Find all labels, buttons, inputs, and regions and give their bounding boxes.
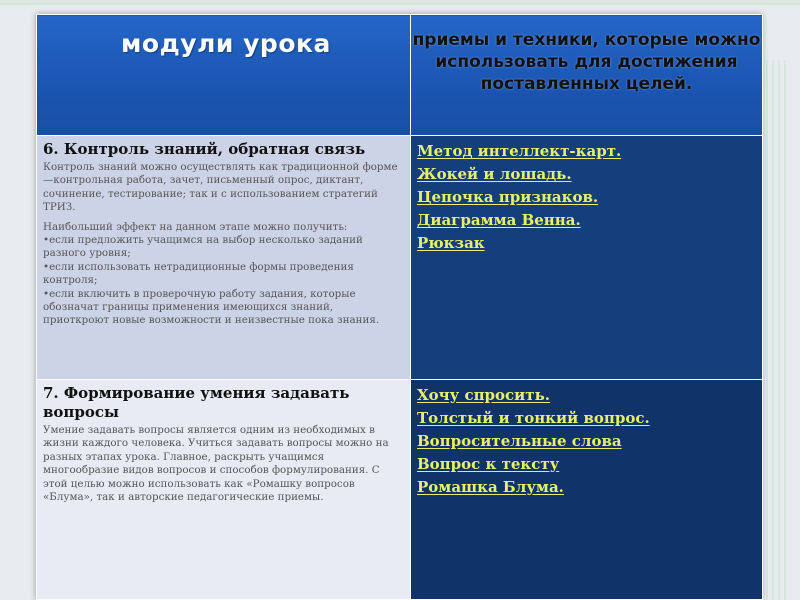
header-modules-title: модули урока xyxy=(121,29,331,58)
technique-link[interactable]: Метод интеллект-карт. xyxy=(417,142,622,160)
top-decor-line xyxy=(0,0,800,3)
module-paragraph: Умение задавать вопросы является одним из необходимых в жизни каждого человека. Учиться задавать вопросы можно на разных этапах урока. Главное, раскрыть учащимся многообразие видов вопросов и способов формулирования. С этой целью можно использовать как «Ромашку вопросов «Блума», так и авторские педагогические приемы. xyxy=(43,424,389,504)
technique-link[interactable]: Цепочка признаков. xyxy=(417,188,599,206)
module-title-7: 7. Формирование умения задавать вопросы xyxy=(43,384,350,421)
techniques-cell-7 xyxy=(411,380,763,600)
table-row xyxy=(37,380,763,600)
slide xyxy=(36,14,762,600)
module-paragraph: Наибольший эффект на данном этапе можно получить: xyxy=(43,220,348,233)
module-cell-7 xyxy=(37,380,411,600)
table-row xyxy=(37,136,763,380)
technique-link[interactable]: Ромашка Блума. xyxy=(417,478,564,496)
technique-link[interactable]: Вопрос к тексту xyxy=(417,455,560,473)
module-paragraph: •если включить в проверочную работу задания, которые обозначат границы применения имеющихся знаний, приоткроют новые возможности и неизвестные пока знания. xyxy=(43,287,380,327)
table-header-row xyxy=(37,15,763,136)
technique-link[interactable]: Жокей и лошадь. xyxy=(417,165,572,183)
header-cell-techniques xyxy=(411,15,763,136)
module-cell-6 xyxy=(37,136,411,380)
lesson-table xyxy=(36,14,763,600)
header-techniques-title: приемы и техники, которые можно использовать для достижения поставленных целей. xyxy=(412,30,761,94)
technique-link[interactable]: Толстый и тонкий вопрос. xyxy=(417,409,650,427)
module-paragraph: Контроль знаний можно осуществлять как традиционной форме—контрольная работа, зачет, письменный опрос, диктант, сочинение, тестирование; так и с использованием стратегий ТРИЗ. xyxy=(43,161,398,214)
technique-link[interactable]: Вопросительные слова xyxy=(417,432,622,450)
module-paragraph: •если использовать нетрадиционные формы проведения контроля; xyxy=(43,260,354,287)
technique-link[interactable]: Хочу спросить. xyxy=(417,386,551,404)
technique-link[interactable]: Рюкзак xyxy=(417,234,485,252)
side-decor-stripes xyxy=(766,60,788,600)
header-cell-modules xyxy=(37,15,411,136)
module-description-7 xyxy=(43,424,402,504)
module-description-6 xyxy=(43,161,402,328)
technique-link[interactable]: Диаграмма Венна. xyxy=(417,211,581,229)
techniques-cell-6 xyxy=(411,136,763,380)
module-title-6: 6. Контроль знаний, обратная связь xyxy=(43,140,366,158)
module-paragraph: •если предложить учащимся на выбор несколько заданий разного уровня; xyxy=(43,234,363,260)
